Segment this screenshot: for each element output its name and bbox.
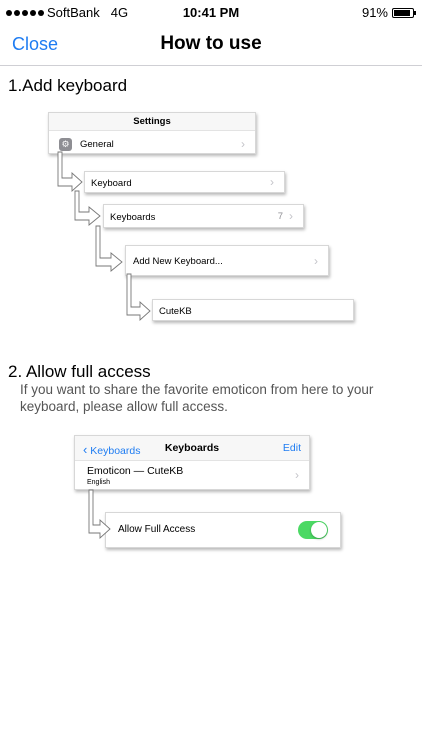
keyboard-row — [85, 172, 284, 194]
toggle-knob — [311, 522, 327, 538]
add-keyboard-mockup — [125, 245, 329, 276]
general-label: General — [80, 138, 114, 150]
arrow-icon — [58, 152, 82, 191]
carrier-label: SoftBank — [47, 5, 100, 20]
arrow-icon — [96, 226, 122, 271]
keyboards-label: Keyboards — [110, 211, 156, 223]
step1-heading: 1.Add keyboard — [8, 76, 128, 95]
settings-header: Settings — [49, 113, 255, 131]
chevron-left-icon: ‹ — [83, 442, 88, 457]
keyboards-screen-header — [75, 436, 309, 461]
battery-icon — [392, 8, 414, 18]
settings-mockup — [48, 112, 256, 154]
arrow-icon — [75, 191, 100, 225]
keyboards-row — [104, 205, 303, 229]
cutekb-row — [153, 300, 353, 322]
step2-heading: 2. Allow full access — [8, 362, 151, 381]
nav-bar — [0, 24, 422, 66]
chevron-right-icon: › — [314, 253, 318, 268]
add-keyboard-row — [126, 246, 328, 277]
chevron-right-icon: › — [241, 137, 245, 151]
add-keyboard-label: Add New Keyboard... — [133, 256, 223, 267]
keyboards-screen-mockup — [74, 435, 310, 490]
back-label: Keyboards — [90, 445, 141, 457]
allow-full-access-mockup — [105, 512, 341, 548]
arrow-icon — [127, 274, 150, 320]
chevron-right-icon: › — [270, 175, 274, 189]
step2-description: If you want to share the favorite emoticon from here to your keyboard, please allow full access. — [20, 382, 374, 414]
edit-label: Edit — [282, 442, 301, 454]
chevron-right-icon: › — [289, 209, 293, 223]
cutekb-label: CuteKB — [159, 305, 192, 317]
general-row — [49, 133, 255, 155]
keyboards-mockup — [103, 204, 304, 228]
page-title: How to use — [160, 33, 262, 54]
battery-fill — [394, 10, 410, 16]
status-bar — [0, 0, 422, 24]
network-label: 4G — [110, 5, 129, 20]
emoticon-keyboard-lang: English — [87, 479, 110, 486]
allow-full-access-label: Allow Full Access — [118, 524, 196, 535]
chevron-right-icon: › — [295, 468, 299, 482]
battery-percent: 91% — [361, 5, 388, 20]
allow-full-access-toggle — [298, 521, 328, 539]
cutekb-mockup — [152, 299, 354, 321]
close-button[interactable]: Close — [12, 34, 59, 54]
status-time: 10:41 PM — [182, 5, 240, 20]
keyboard-mockup — [84, 171, 285, 193]
keyboards-screen-title: Keyboards — [164, 442, 220, 454]
keyboard-label: Keyboard — [91, 177, 132, 189]
emoticon-keyboard-name: Emoticon — CuteKB — [87, 465, 184, 477]
status-right — [362, 5, 414, 20]
gear-icon: ⚙ — [59, 138, 72, 151]
keyboards-count: 7 — [277, 211, 283, 222]
